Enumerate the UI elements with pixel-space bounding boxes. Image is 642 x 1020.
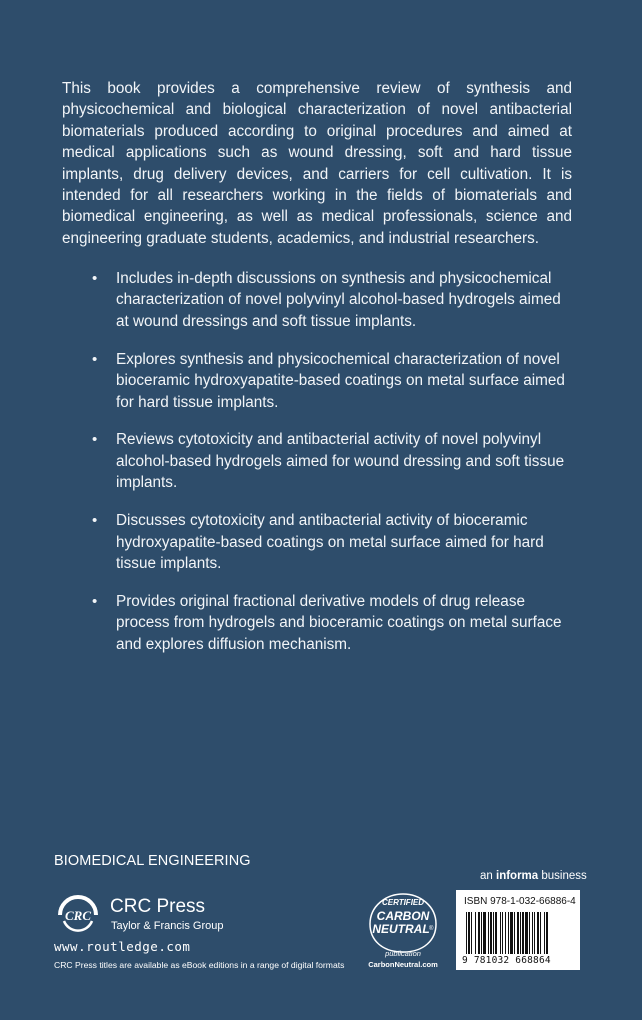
website-link[interactable]: www.routledge.com (54, 939, 191, 954)
carbon-certified-text: CERTIFIED (381, 898, 425, 907)
list-item (92, 591, 570, 655)
informa-suffix: business (538, 870, 587, 882)
list-item (92, 268, 570, 332)
carbon-reg-mark: ® (429, 926, 434, 932)
informa-prefix: an (480, 870, 496, 882)
list-item-text: Provides original fractional derivative models of drug release process from hydrogels and bioceramic coatings on metal surface and explores diffusion mechanism. (116, 592, 562, 653)
informa-brand: informa (496, 870, 539, 882)
carbon-neutral-badge-icon (358, 886, 448, 976)
crc-logo-icon (54, 893, 102, 937)
list-item (92, 510, 570, 574)
barcode-icon (464, 912, 572, 954)
description-paragraph: This book provides a comprehensive review of synthesis and physicochemical and biological characterization of novel antibacterial biomaterials produced according to original procedures and aimed at medical applications such as wound dressing, soft and hard tissue implants, drug delivery devices, and carriers for cell cultivation. It is intended for all researchers working in the fields of biomaterials and biomedical engineering, as well as medical professionals, science and engineering graduate students, academics, and industrial researchers. (62, 80, 572, 247)
carbon-line2: NEUTRAL (372, 922, 430, 936)
isbn-label: ISBN 978-1-032-66886-4 (464, 896, 576, 907)
ebook-note: CRC Press titles are available as eBook editions in a range of digital formats (54, 960, 345, 970)
list-item-text: Reviews cytotoxicity and antibacterial activity of novel polyvinyl alcohol-based hydrogels aimed for wound dressing and soft tissue implants. (116, 431, 565, 492)
informa-tagline (480, 870, 587, 882)
list-item (92, 429, 570, 493)
isbn-barcode-box (456, 890, 580, 970)
carbon-site-text: CarbonNeutral.com (368, 960, 438, 969)
carbon-publication-text: publication (385, 949, 421, 958)
list-item-text: Explores synthesis and physicochemical characterization of novel bioceramic hydroxyapatite-based coatings on metal surface aimed for hard tissue implants. (116, 350, 565, 411)
list-item-text: Includes in-depth discussions on synthesis and physicochemical characterization of novel polyvinyl alcohol-based hydrogels aimed at wound dressings and soft tissue implants. (116, 270, 561, 330)
feature-list (92, 268, 570, 672)
bullet-icon: • (92, 512, 98, 530)
list-item (92, 349, 570, 413)
bullet-icon: • (92, 270, 98, 287)
barcode-digits: 9 781032 668864 (462, 955, 551, 966)
bullet-icon: • (92, 350, 98, 368)
series-title: BIOMEDICAL ENGINEERING (54, 853, 251, 869)
bullet-icon: • (92, 592, 98, 610)
publisher-name: CRC Press (110, 896, 206, 917)
crc-logo-text: CRC (64, 908, 92, 923)
carbon-line1: CARBON (376, 909, 430, 923)
publisher-group: Taylor & Francis Group (111, 920, 224, 932)
bullet-icon: • (92, 431, 98, 449)
list-item-text: Discusses cytotoxicity and antibacterial activity of bioceramic hydroxyapatite-based coatings on metal surface aimed for hard tissue implants. (116, 512, 544, 572)
